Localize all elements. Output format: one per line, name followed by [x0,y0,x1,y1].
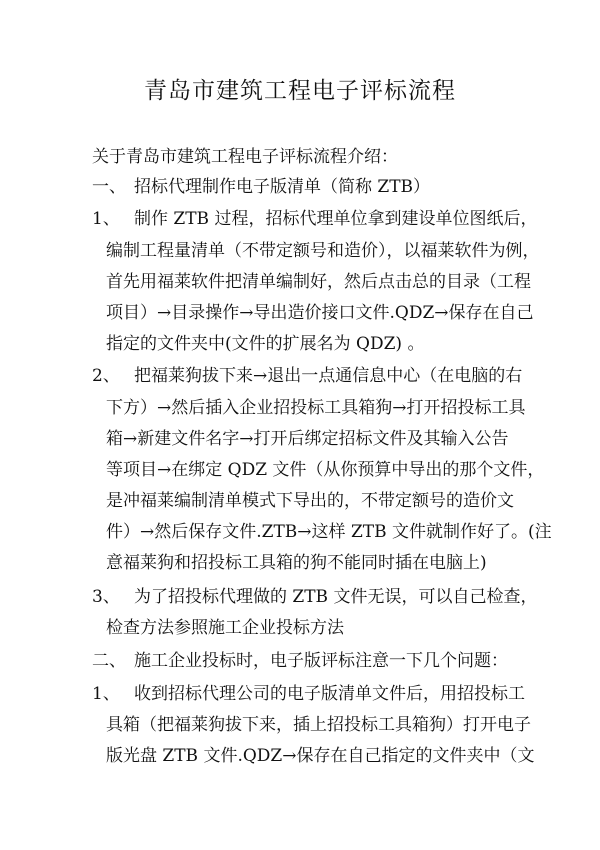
intro-text: 关于青岛市建筑工程电子评标流程介绍： [92,147,398,167]
item-1-line: 编制工程量清单（不带定额号和造价），以福莱软件为例， [106,241,540,261]
item-1-line: 项目）→目录操作→导出造价接口文件.QDZ→保存在自己 [106,303,534,323]
document-title: 青岛市建筑工程电子评标流程 [144,78,456,104]
section-2-marker: 二、 [92,651,126,671]
item-1-marker: 1、 [92,209,120,229]
s2-item-1-line: 收到招标代理公司的电子版清单文件后，用招投标工 [134,684,525,704]
section-2-heading: 施工企业投标时，电子版评标注意一下几个问题： [134,651,508,671]
section-1-heading: 招标代理制作电子版清单（简称 ZTB） [134,177,431,197]
item-2-line: 箱→新建文件名字→打开后绑定招标文件及其输入公告 [106,429,509,449]
item-2-marker: 2、 [92,366,120,386]
item-1-line: 首先用福莱软件把清单编制好，然后点击总的目录（工程 [106,272,531,292]
item-2-line: 等项目→在绑定 QDZ 文件（从你预算中导出的那个文件， [106,460,545,480]
item-2-line: 件）→然后保存文件.ZTB→这样 ZTB 文件就制作好了。(注 [106,522,552,542]
s2-item-1-line: 具箱（把福莱狗拔下来，插上招投标工具箱狗）打开电子 [106,715,531,735]
section-1-marker: 一、 [92,177,126,197]
item-3-line: 为了招投标代理做的 ZTB 文件无误，可以自己检查， [134,587,538,607]
item-1-line: 指定的文件夹中(文件的扩展名为 QDZ) 。 [106,334,425,354]
item-3-line: 检查方法参照施工企业投标方法 [106,618,344,638]
item-1-line: 制作 ZTB 过程，招标代理单位拿到建设单位图纸后， [134,209,538,229]
item-2-line: 下方）→然后插入企业招投标工具箱狗→打开招投标工具 [106,398,526,418]
item-2-line: 是冲福莱编制清单模式下导出的，不带定额号的造价文 [106,491,514,511]
item-2-line: 把福莱狗拔下来→退出一点通信息中心（在电脑的右 [134,366,523,386]
s2-item-1-line: 版光盘 ZTB 文件.QDZ→保存在自己指定的文件夹中（文 [106,746,535,766]
item-2-line: 意福莱狗和招投标工具箱的狗不能同时插在电脑上) [106,553,487,573]
item-3-marker: 3、 [92,587,120,607]
s2-item-1-marker: 1、 [92,684,120,704]
